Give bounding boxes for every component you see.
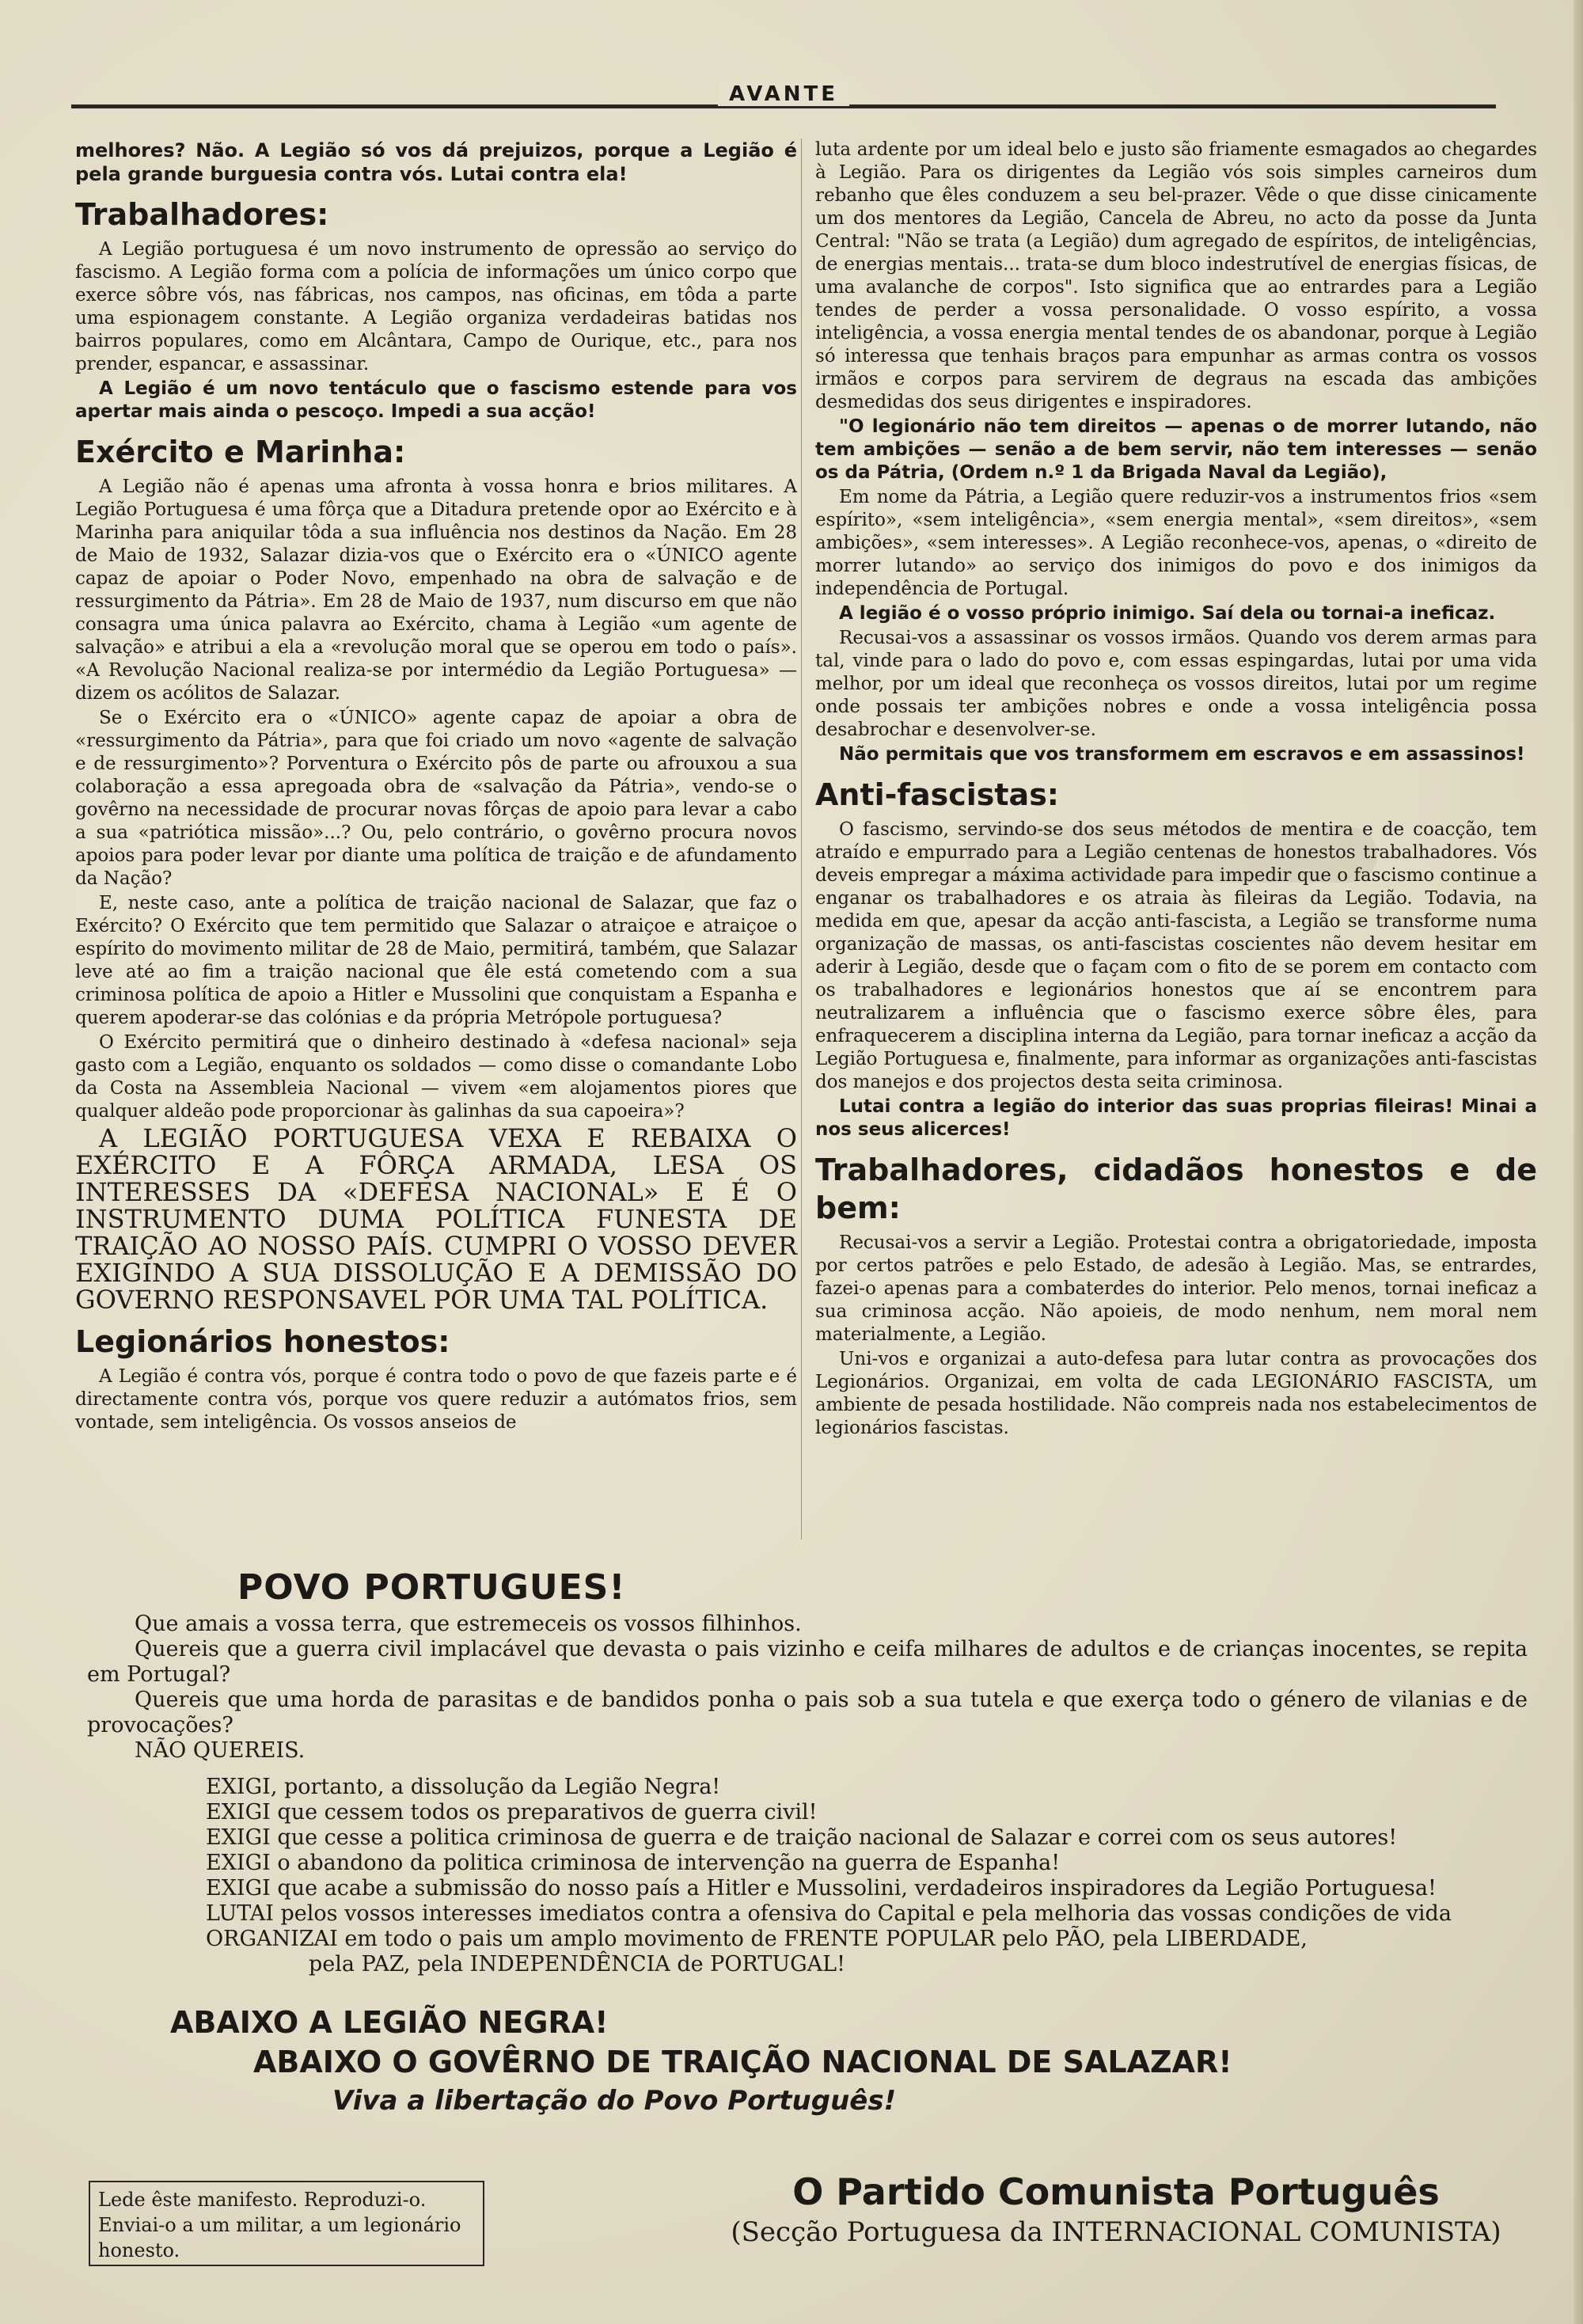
- demand-item: LUTAI pelos vossos interesses imediatos contra a ofensiva do Capital e pela melhoria das vossas condições de vida: [206, 1901, 1452, 1926]
- masthead: [71, 73, 1496, 108]
- party-name: O Partido Comunista Português: [792, 2170, 1440, 2213]
- quote-paragraph: "O legionário não tem direitos — apenas o de morrer lutando, não tem ambições — senão a de bem servir, não tem interesses — senão os da Pátria, (Ordem n.º 1 da Brigada Naval da Legião),: [815, 416, 1537, 483]
- slogan: ABAIXO O GOVÊRNO DE TRAIÇÃO NACIONAL DE SALAZAR!: [253, 2045, 1232, 2079]
- signature-block: [697, 2169, 1536, 2250]
- paragraph: A Legião portuguesa é um novo instrumento de opressão ao serviço do fascismo. A Legião forma com a polícia de informações um único corpo que exerce sôbre vós, nas fábricas, nos campos, nas oficinas, em tôda a parte uma espionagem constante. A Legião organiza verdadeiras batidas nos bairros populares, como em Alcântara, Campo de Ourique, etc., para nos prender, espancar, e assassinar.: [75, 239, 797, 374]
- bottom-appeal: [87, 1567, 1528, 2120]
- right-column: [815, 139, 1537, 1441]
- paragraph: A Legião não é apenas uma afronta à vossa honra e brios militares. A Legião Portuguesa é uma fôrça que a Ditadura pretende opor ao Exército e à Marinha para aniquilar tôda a sua influência nos destinos da Nação. Em 28 de Maio de 1932, Salazar dizia-vos que o Exército era o «ÚNICO agente capaz de apoiar o Poder Novo, empenhado na obra de salvação e de ressurgimento da Pátria». Em 28 de Maio de 1937, num discurso em que não consagra uma única palavra ao Exército, chama à Legião «um agente de salvação» e atribui a ela a «revolução moral que se operou em todo o país». «A Revolução Nacional realiza-se por intermédio da Legião Portuguesa» — dizem os acólitos de Salazar.: [75, 477, 797, 704]
- column-divider: [801, 139, 802, 1540]
- page-edge: [1574, 0, 1583, 2324]
- heading-cidadaos: Trabalhadores, cidadãos honestos e de bem:: [815, 1153, 1537, 1225]
- heading-anti-fascistas: Anti-fascistas:: [815, 777, 1060, 812]
- appeal-line: Quereis que uma horda de parasitas e de bandidos ponha o pais sob a sua tutela e que exerça todo o género de vilanias e de provocações?: [87, 1688, 1528, 1737]
- paragraph-emphasis: A legião é o vosso próprio inimigo. Saí dela ou tornai-a ineficaz.: [839, 603, 1496, 624]
- appeal-line: Quereis que a guerra civil implacável que devasta o pais vizinho e ceifa milhares de adultos e de crianças inocentes, se repita em Portugal?: [87, 1637, 1528, 1687]
- demand-item: EXIGI o abandono da politica criminosa de intervenção na guerra de Espanha!: [206, 1851, 1061, 1875]
- demand-item: EXIGI que cessem todos os preparativos de guerra civil!: [206, 1800, 818, 1825]
- left-column: [75, 139, 797, 1436]
- demand-item: EXIGI que acabe a submissão do nosso país a Hitler e Mussolini, verdadeiros inspiradores da Legião Portuguesa!: [206, 1876, 1437, 1901]
- paragraph: Recusai-vos a assassinar os vossos irmãos. Quando vos derem armas para tal, vinde para o lado do povo e, com essas espingardas, lutai por uma vida melhor, por um ideal que reconheça os vossos direitos, lutai por um regime onde possais ter ambições nobres e onde a vossa inteligência possa desabrochar e desenvolver-se.: [815, 628, 1537, 740]
- demand-item: ORGANIZAI em todo o pais um amplo movimento de FRENTE POPULAR pelo PÃO, pela LIBERDADE,: [206, 1927, 1308, 1951]
- demand-item: EXIGI que cesse a politica criminosa de guerra e de traição nacional de Salazar e correi com os seus autores!: [206, 1825, 1398, 1850]
- demand-item: EXIGI, portanto, a dissolução da Legião Negra!: [206, 1775, 721, 1799]
- appeal-line: Que amais a vossa terra, que estremeceis os vossos filhinhos.: [135, 1612, 802, 1636]
- heading-exercito: Exército e Marinha:: [75, 435, 406, 469]
- paragraph: O Exército permitirá que o dinheiro destinado à «defesa nacional» seja gasto com a Legião, enquanto os soldados — como disse o comandante Lobo da Costa na Assembleia Nacional — vivem «em alojamentos piores que qualquer aldeão pode proporcionar às galinhas da sua capoeira»?: [75, 1032, 797, 1122]
- heading-trabalhadores: Trabalhadores:: [75, 197, 329, 232]
- boxed-note: Lede êste manifesto. Reproduzi-o. Enviai-o a um militar, a um legionário honesto.: [89, 2181, 484, 2266]
- paragraph: A Legião é contra vós, porque é contra todo o povo de que fazeis parte e é directamente contra vós, porque vos quere reduzir a autómatos frios, sem vontade, sem inteligência. Os vossos anseios de: [75, 1366, 797, 1433]
- caps-statement: A LEGIÃO PORTUGUESA VEXA E REBAIXA O EXÉRCITO E A FÔRÇA ARMADA, LESA OS INTERESSES DA «DEFESA NACIONAL» E É O INSTRUMENTO DUMA POLÍTICA FUNESTA DE TRAIÇÃO AO NOSSO PAÍS. CUMPRI O VOSSO DEVER EXIGINDO A SUA DISSOLUÇÃO E A DEMISSÃO DO GOVERNO RESPONSAVEL POR UMA TAL POLÍTICA.: [75, 1123, 797, 1315]
- heading-legionarios: Legionários honestos:: [75, 1324, 450, 1359]
- slogan: ABAIXO A LEGIÃO NEGRA!: [170, 2005, 609, 2040]
- intro-paragraph: melhores? Não. A Legião só vos dá prejuizos, porque a Legião é pela grande burguesia contra vós. Lutai contra ela!: [75, 139, 797, 185]
- demand-item: pela PAZ, pela INDEPENDÊNCIA de PORTUGAL!: [309, 1952, 845, 1977]
- paragraph: luta ardente por um ideal belo e justo são friamente esmagados ao chegardes à Legião. Para os dirigentes da Legião vós sois simples carneiros dum rebanho que êles conduzem a seu bel-prazer. Vêde o que disse cinicamente um dos mentores da Legião, Cancela de Abreu, no acto da posse da Junta Central: "Não se trata (a Legião) dum agregado de espíritos, de inteligências, de energias mentais... trata-se dum bloco indestrutível de energias físicas, de uma avalanche de corpos". Isto significa que ao entrardes para a Legião tendes de perder a vossa personalidade. O vosso espírito, a vossa inteligência, a vossa energia mental tendes de os abandonar, porque à Legião só interessa que tenhais braços para empunhar as armas contra os vossos irmãos e corpos para servirem de degraus na escada das ambições desmedidas dos seus dirigentes e inspiradores.: [815, 139, 1537, 412]
- masthead-title: AVANTE: [718, 82, 849, 106]
- slogan: Viva a libertação do Povo Português!: [332, 2085, 897, 2117]
- appeal-title: POVO PORTUGUES!: [237, 1567, 626, 1608]
- paragraph: O fascismo, servindo-se dos seus métodos de mentira e de coacção, tem atraído e empurrado para a Legião centenas de honestos trabalhadores. Vós deveis empregar a máxima actividade para impedir que o fascismo continue a enganar os trabalhadores e os atraia às fileiras da Legião. Todavia, na medida em que, apesar da acção anti-fascista, a Legião se transforme numa organização de massas, os anti-fascistas coscientes não devem hesitar em aderir à Legião, desde que o façam com o fito de se porem em contacto com os trabalhadores e legionários honestos que aí se encontrem para neutralizarem a influência que o fascismo exerce sôbre êles, para enfraquecerem a disciplina interna da Legião, para tornar ineficaz a acção da Legião Portuguesa e, finalmente, para informar as organizações anti-fascistas dos manejos e dos projectos desta seita criminosa.: [815, 819, 1537, 1092]
- paragraph: Recusai-vos a servir a Legião. Protestai contra a obrigatoriedade, imposta por certos patrões e pelo Estado, de adesão à Legião. Mas, se entrardes, fazei-o apenas para a combaterdes do interior. Pelo menos, tornai ineficaz a sua criminosa acção. Não apoieis, de modo nenhum, nem moral nem materialmente, a Legião.: [815, 1232, 1537, 1345]
- slogans: [87, 2003, 1528, 2120]
- appeal-answer: NÃO QUEREIS.: [135, 1738, 306, 1763]
- paragraph: Se o Exército era o «ÚNICO» agente capaz de apoiar a obra de «ressurgimento da Pátria», para que foi criado um novo «agente de salvação e de ressurgimento»? Porventura o Exército pôs de parte ou afrouxou a sua colaboração a essa apregoada obra de «salvação da Pátria», vendo-se o govêrno na necessidade de procurar novas fôrças de apoio para levar a cabo a sua «patriótica missão»...? Ou, pelo contrário, o govêrno procura novos apoios para poder levar por diante uma política de traição e de afundamento da Nação?: [75, 708, 797, 889]
- paragraph-emphasis: A Legião é um novo tentáculo que o fascismo estende para vos apertar mais ainda o pescoço. Impedi a sua acção!: [75, 378, 797, 422]
- paragraph-emphasis: Lutai contra a legião do interior das suas proprias fileiras! Minai a nos seus alicerces!: [815, 1096, 1537, 1140]
- paragraph: E, neste caso, ante a política de traição nacional de Salazar, que faz o Exército? O Exército que tem permitido que Salazar o atraiçoe e atraiçoe o espírito do movimento militar de 28 de Maio, permitirá, também, que Salazar leve até ao fim a traição nacional que êle está cometendo com a sua criminosa política de apoio a Hitler e Mussolini que conquistam a Espanha e querem apoderar-se das colónias e da própria Metrópole portuguesa?: [75, 893, 797, 1028]
- paragraph-emphasis: Não permitais que vos transformem em escravos e em assassinos!: [839, 744, 1525, 765]
- party-subtitle: (Secção Portuguesa da INTERNACIONAL COMUNISTA): [731, 2216, 1501, 2248]
- paragraph: Em nome da Pátria, a Legião quere reduzir-vos a instrumentos frios «sem espírito», «sem inteligência», «sem energia mental», «sem direitos», «sem ambições», «sem interesses». A Legião reconhece-vos, apenas, o «direito de morrer lutando» ao serviço dos inimigos do povo e dos inimigos da independência de Portugal.: [815, 487, 1537, 599]
- demands-list: [206, 1775, 1528, 1977]
- paragraph: Uni-vos e organizai a auto-defesa para lutar contra as provocações dos Legionários. Organizai, em volta de cada LEGIONÁRIO FASCISTA, um ambiente de pesada hostilidade. Não compreis nada nos estabelecimentos de legionários fascistas.: [815, 1349, 1537, 1438]
